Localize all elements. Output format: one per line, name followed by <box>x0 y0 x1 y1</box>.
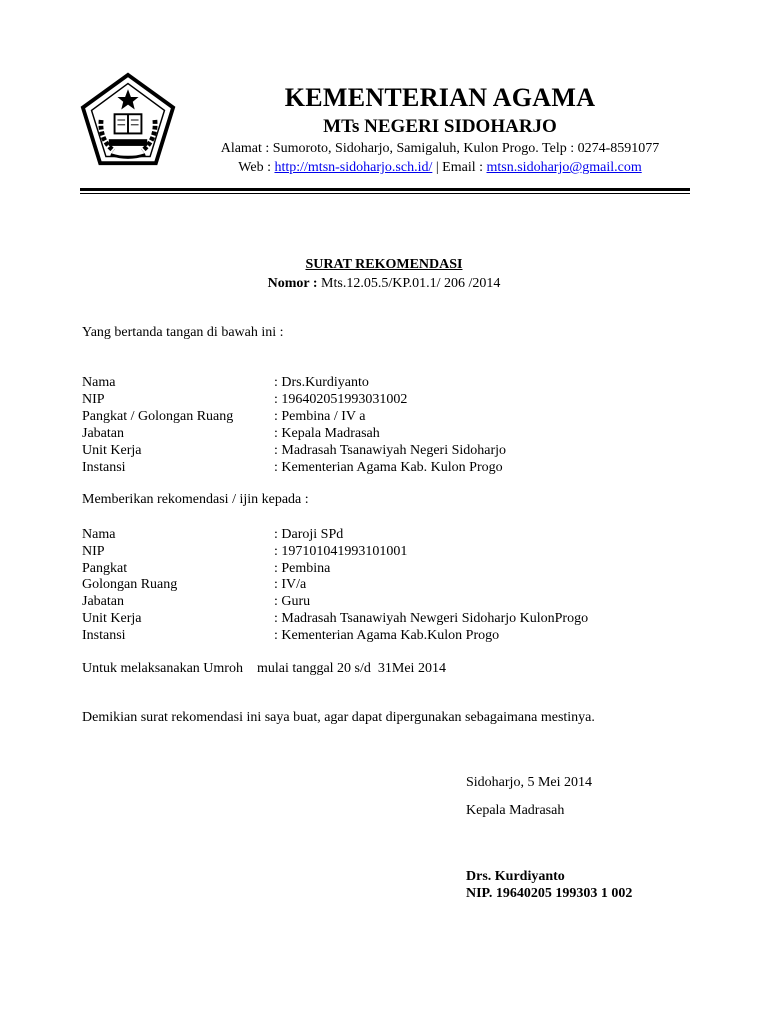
field-label: NIP <box>82 392 105 407</box>
field-label: Pangkat <box>82 561 128 576</box>
field-label: NIP <box>82 544 105 559</box>
field-label: Pangkat / Golongan Ruang <box>82 409 234 424</box>
place-date: Sidoharjo, 5 Mei 2014 <box>466 775 592 790</box>
field-label: Nama <box>82 527 116 542</box>
contact-line <box>180 158 700 177</box>
signer-position: Kepala Madrasah <box>466 803 565 818</box>
purpose-text: Untuk melaksanakan Umroh mulai tanggal 20 s/d 31Mei 2014 <box>82 661 446 676</box>
header-divider-thin <box>80 193 690 194</box>
header-divider-thick <box>80 188 690 191</box>
field-value: : Daroji SPd <box>274 527 344 542</box>
closing-text: Demikian surat rekomendasi ini saya buat, agar dapat dipergunakan sebagaimana mestinya. <box>82 710 595 725</box>
field-value: : Guru <box>274 594 311 609</box>
school-name: MTs NEGERI SIDOHARJO <box>323 116 557 137</box>
number-value: Mts.12.05.5/KP.01.1/ 206 /2014 <box>321 276 501 291</box>
field-value: : Drs.Kurdiyanto <box>274 375 369 390</box>
address-line: Alamat : Sumoroto, Sidoharjo, Samigaluh, Kulon Progo. Telp : 0274-8591077 <box>220 141 660 156</box>
field-value: : IV/a <box>274 577 307 592</box>
email-label: | Email : <box>432 160 487 175</box>
website-link[interactable]: http://mtsn-sidoharjo.sch.id/ <box>274 160 433 175</box>
field-label: Instansi <box>82 460 126 475</box>
field-label: Instansi <box>82 628 126 643</box>
field-value: : 196402051993031002 <box>274 392 408 407</box>
field-label: Golongan Ruang <box>82 577 178 592</box>
letterhead <box>180 82 700 177</box>
signer-name: Drs. Kurdiyanto <box>466 869 565 884</box>
signer-nip: NIP. 19640205 199303 1 002 <box>466 886 633 901</box>
field-value: : Madrasah Tsanawiyah Newgeri Sidoharjo KulonProgo <box>274 611 589 626</box>
give-recommendation-text: Memberikan rekomendasi / ijin kepada : <box>82 492 309 507</box>
field-value: : Pembina / IV a <box>274 409 366 424</box>
field-label: Unit Kerja <box>82 443 142 458</box>
field-label: Jabatan <box>82 594 124 609</box>
letter-number <box>0 275 768 293</box>
field-value: : Kementerian Agama Kab. Kulon Progo <box>274 460 503 475</box>
email-link[interactable]: mtsn.sidoharjo@gmail.com <box>486 160 642 175</box>
field-value: : 197101041993101001 <box>274 544 408 559</box>
number-label: Nomor : <box>267 276 322 291</box>
kemenag-logo-icon <box>80 72 176 168</box>
organization-name: KEMENTERIAN AGAMA <box>284 83 596 112</box>
intro-text: Yang bertanda tangan di bawah ini : <box>82 325 284 340</box>
field-label: Jabatan <box>82 426 124 441</box>
web-label: Web : <box>238 160 275 175</box>
field-label: Nama <box>82 375 116 390</box>
field-value: : Kementerian Agama Kab.Kulon Progo <box>274 628 500 643</box>
field-label: Unit Kerja <box>82 611 142 626</box>
field-value: : Pembina <box>274 561 331 576</box>
field-value: : Madrasah Tsanawiyah Negeri Sidoharjo <box>274 443 507 458</box>
field-value: : Kepala Madrasah <box>274 426 380 441</box>
letter-title: SURAT REKOMENDASI <box>305 257 463 272</box>
